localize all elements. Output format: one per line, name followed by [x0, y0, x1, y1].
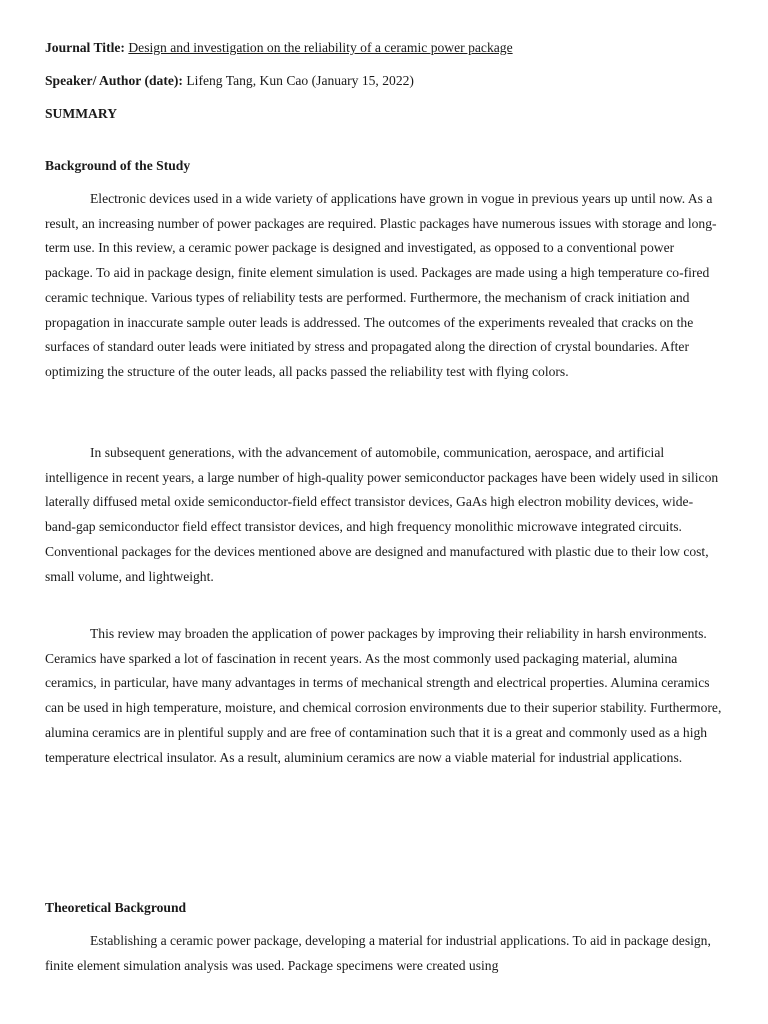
- theoretical-heading: Theoretical Background: [45, 900, 187, 915]
- background-paragraph-3: This review may broaden the application of power packages by improving their reliability in harsh environments. Ceramics have sparked a lot of fascination in recent years. As the most commonly used packaging material, alumina ceramics, in particular, have many advantages in terms of mechanical strength and electrical properties. Alumina ceramics can be used in high temperature, moisture, and chemical corrosion environments due to their superior stability. Furthermore, alumina ceramics are in plentiful supply and are free of contamination such that it is a great and commonly used as a high temperature electrical insulator. As a result, aluminium ceramics are now a viable material for industrial applications.: [45, 626, 722, 765]
- journal-title-value: Design and investigation on the reliability of a ceramic power package: [128, 40, 513, 55]
- author-value: Lifeng Tang, Kun Cao (January 15, 2022): [186, 73, 414, 88]
- background-paragraph-2: In subsequent generations, with the advancement of automobile, communication, aerospace, and artificial intelligence in recent years, a large number of high-quality power semiconductor packages have been widely used in silicon laterally diffused metal oxide semiconductor-field effect transistor devices, GaAs high electron mobility devices, wide-band-gap semiconductor field effect transistor devices, and high frequency monolithic microwave integrated circuits. Conventional packages for the devices mentioned above are designed and manufactured with plastic due to their low cost, small volume, and lightweight.: [45, 445, 719, 584]
- theoretical-paragraph-1: Establishing a ceramic power package, developing a material for industrial applications. To aid in package design, finite element simulation analysis was used. Package specimens were created using: [45, 933, 711, 973]
- author-line: [45, 72, 414, 90]
- background-heading: Background of the Study: [45, 158, 191, 173]
- author-label: Speaker/ Author (date):: [45, 73, 183, 88]
- journal-title-line: [45, 39, 513, 57]
- journal-title-label: Journal Title:: [45, 40, 125, 55]
- summary-heading: SUMMARY: [45, 106, 118, 121]
- background-paragraph-1: Electronic devices used in a wide variety of applications have grown in vogue in previous years up until now. As a result, an increasing number of power packages are required. Plastic packages have numerous issues with storage and long-term use. In this review, a ceramic power package is designed and investigated, as opposed to a conventional power package. To aid in package design, finite element simulation is used. Packages are made using a high temperature co-fired ceramic technique. Various types of reliability tests are performed. Furthermore, the mechanism of crack initiation and propagation in inaccurate sample outer leads is addressed. The outcomes of the experiments revealed that cracks on the surfaces of standard outer leads were initiated by stress and propagated along the direction of crystal boundaries. After optimizing the structure of the outer leads, all packs passed the reliability test with flying colors.: [45, 191, 717, 379]
